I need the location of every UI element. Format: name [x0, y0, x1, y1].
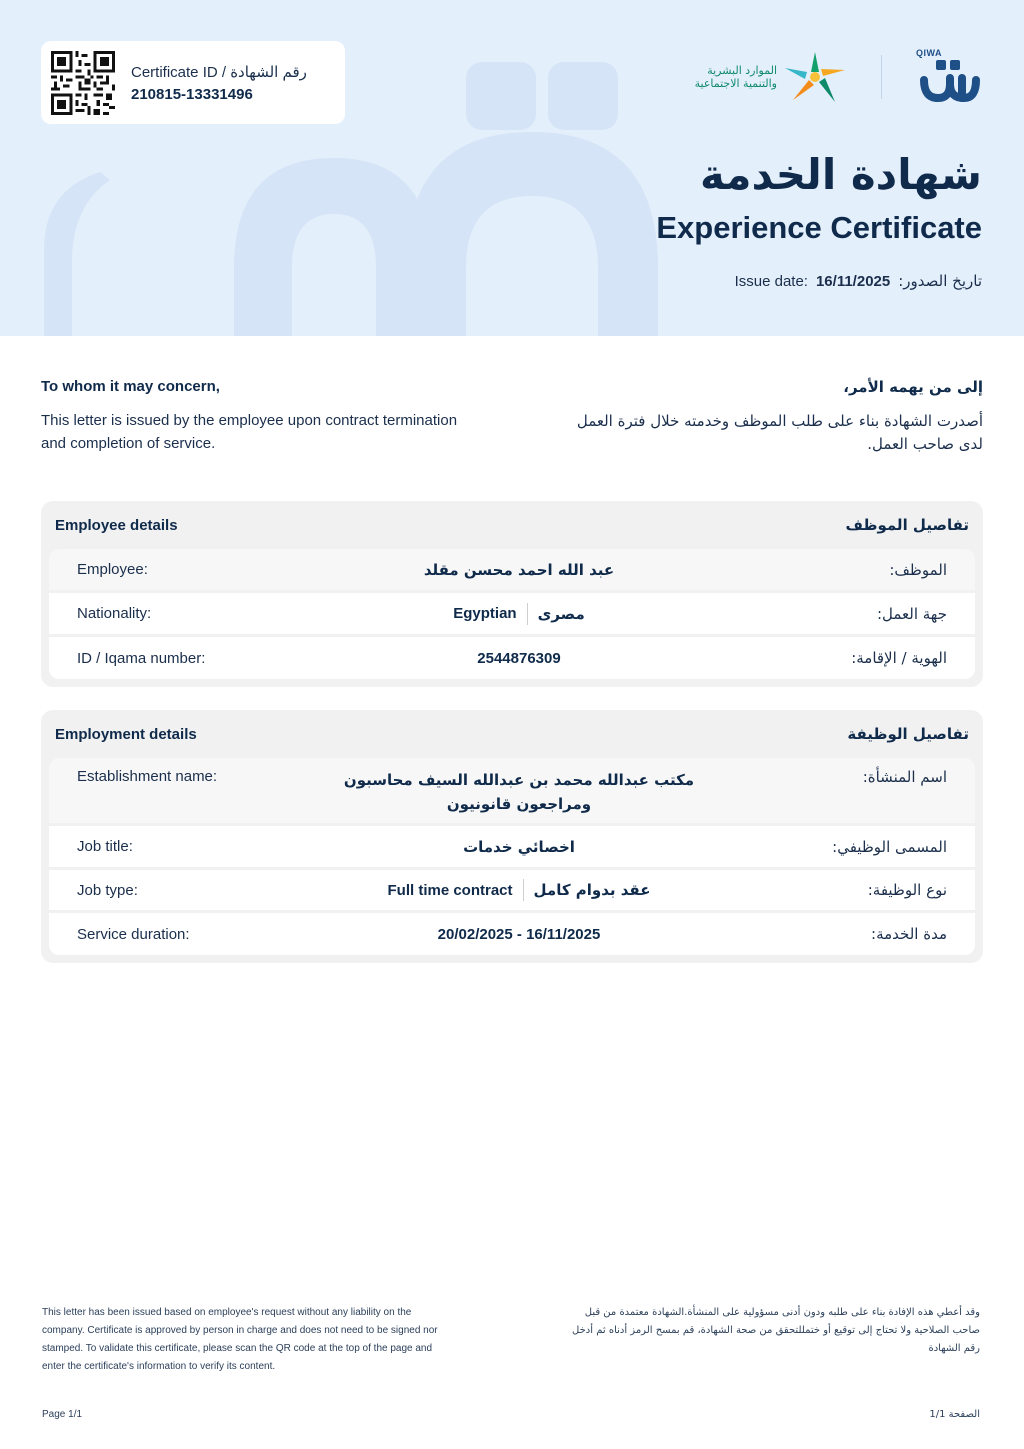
nationality-label-ar: جهة العمل: [876, 604, 947, 623]
job-title-label-en: Job title: [77, 838, 133, 855]
certificate-id-label: Certificate ID / رقم الشهادة [131, 63, 307, 81]
footer-disclaimer-ar: وقد أعطي هذه الإفادة بناء على طلبه ودون أدنى مسؤولية على المنشأة.الشهادة معتمدة من قبل صاحب الصلاحية ولا تحتاج إلى توقيع أو ختمللتحقق من صحة الشهادة، قم بمسح الرمز أدناه ثم أدخل رقم الشهادة [572, 1307, 980, 1354]
employee-name-label-en: Employee: [77, 561, 148, 578]
job-title-label-ar: المسمى الوظيفي: [832, 837, 947, 856]
service-duration-row [49, 913, 975, 955]
issue-date-row [735, 272, 982, 290]
certificate-id-card [41, 41, 345, 124]
qiwa-logo [916, 48, 984, 106]
employment-details-heading-en: Employment details [55, 725, 197, 743]
employment-details-heading-ar: تفاصيل الوظيفة [847, 725, 969, 743]
service-duration-label-ar: مدة الخدمة: [871, 925, 947, 943]
issue-date-label-ar: تاريخ الصدور: [898, 272, 982, 290]
nationality-row [49, 593, 975, 637]
job-type-label-en: Job type: [77, 881, 138, 899]
issue-date-value: 16/11/2025 [815, 272, 891, 290]
employee-details-panel [41, 501, 983, 687]
ministry-name-line1: الموارد البشرية [707, 64, 777, 77]
employee-details-heading-ar: تفاصيل الموظف [845, 516, 969, 534]
page-number-ar: الصفحة 1/1 [929, 1409, 980, 1420]
intro-body-en: This letter is issued by the employee upon contract termination and completion of service. [41, 412, 458, 452]
id-number-value: 2544876309 [477, 649, 561, 667]
job-type-value-ar: عقد بدوام كامل [533, 881, 651, 899]
service-duration-value: 20/02/2025 - 16/11/2025 [437, 925, 601, 943]
qr-code-icon[interactable] [51, 51, 115, 115]
ministry-name-line2: والتنمية الاجتماعية [694, 77, 777, 90]
employee-name-label-ar: الموظف: [889, 560, 947, 579]
logos [695, 48, 984, 106]
employee-details-heading-en: Employee details [55, 516, 178, 534]
id-number-label-ar: الهوية / الإقامة: [851, 649, 947, 667]
ministry-star-icon [783, 50, 847, 104]
title-arabic: شهادة الخدمة [700, 150, 982, 199]
certificate-id-value: 210815-13331496 [131, 85, 253, 103]
establishment-label-en: Establishment name: [77, 768, 218, 785]
job-type-value [309, 879, 729, 901]
job-title-value: اخصائي خدمات [463, 837, 575, 856]
footer-disclaimer-en: This letter has been issued based on employee's request without any liability on the company. Certificate is approved by person in charge and does not need to be signed nor stamped. To validate this certificate, please scan the QR code at the top of the page and enter the certificate's information to verify its content. [42, 1307, 438, 1372]
qiwa-logo-icon [916, 58, 984, 106]
service-duration-label-en: Service duration: [77, 925, 190, 943]
id-number-row [49, 637, 975, 679]
nationality-value [309, 603, 729, 625]
nationality-value-en: Egyptian [453, 605, 517, 622]
nationality-value-ar: مصرى [537, 604, 585, 623]
issue-date-label-en: Issue date: [734, 272, 808, 290]
id-number-label-en: ID / Iqama number: [77, 649, 206, 667]
qiwa-label: QIWA [916, 48, 942, 58]
job-title-row [49, 826, 975, 870]
value-separator [523, 879, 524, 901]
intro-body-ar: أصدرت الشهادة بناء على طلب الموظف وخدمته خلال فترة العمل لدى صاحب العمل. [576, 412, 983, 453]
logo-divider [881, 55, 882, 99]
intro-english [41, 378, 461, 455]
employee-name-row [49, 549, 975, 593]
employee-name-value: عبد الله احمد محسن مقلد [423, 560, 615, 579]
establishment-row [49, 758, 975, 826]
job-type-row [49, 870, 975, 913]
intro-arabic [563, 378, 983, 456]
page-number-en: Page 1/1 [42, 1409, 83, 1420]
establishment-value: مكتب عبدالله محمد بن عبدالله السيف محاسبون ومراجعون قانونيون [343, 771, 695, 813]
intro-title-ar: إلى من يهمه الأمر، [843, 378, 983, 396]
intro-title-en: To whom it may concern, [41, 378, 220, 395]
value-separator [527, 603, 528, 625]
establishment-label-ar: اسم المنشأة: [862, 768, 947, 786]
nationality-label-en: Nationality: [77, 605, 152, 622]
job-type-value-en: Full time contract [387, 881, 513, 899]
ministry-logo [695, 50, 847, 104]
job-type-label-ar: نوع الوظيفة: [867, 881, 947, 899]
employment-details-panel [41, 710, 983, 963]
title-english: Experience Certificate [656, 210, 982, 245]
